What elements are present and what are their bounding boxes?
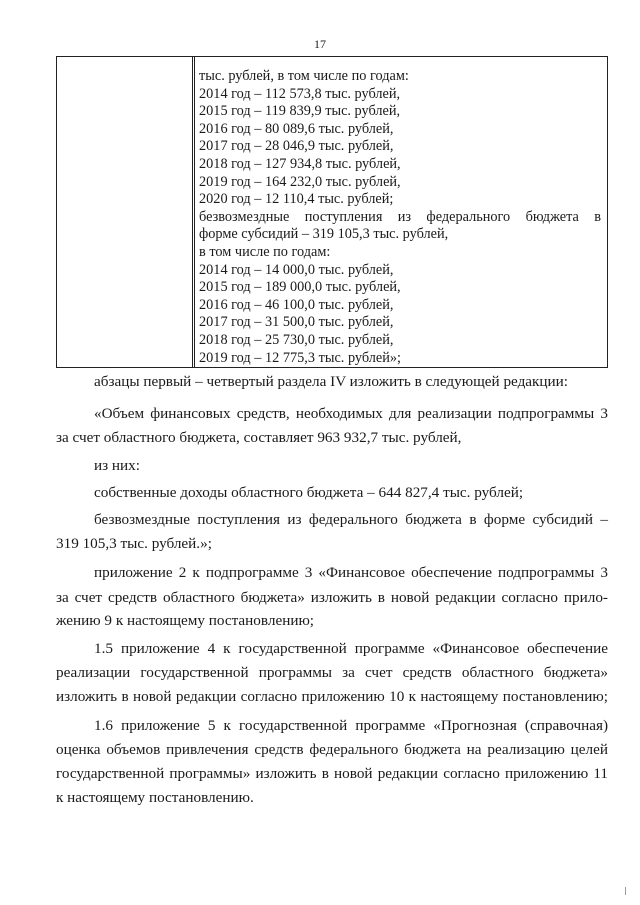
paragraph-line: 319 105,3 тыс. рублей.»; [56,535,212,552]
paragraph-line: из них: [94,457,140,474]
paragraph-line: 1.5 приложение 4 к государственной программе «Финансовое обеспечение [94,640,608,657]
document-body [56,0,608,905]
table-line: в том числе по годам: [199,243,331,260]
table-line: 2015 год – 119 839,9 тыс. рублей, [199,103,401,120]
table-line: 2016 год – 80 089,6 тыс. рублей, [199,120,394,137]
table-line: 2014 год – 112 573,8 тыс. рублей, [199,85,401,102]
paragraph-line: оценка объемов привлечения средств федерального бюджета на реализацию целей [56,741,608,758]
table-line: безвозмездные поступления из федерального бюджета в [199,208,601,225]
table-line: 2019 год – 12 775,3 тыс. рублей»; [199,349,402,366]
paragraph-line: приложение 2 к подпрограмме 3 «Финансовое обеспечение подпрограммы 3 [94,564,608,581]
table-line: 2020 год – 12 110,4 тыс. рублей; [199,191,394,208]
paragraph-line: собственные доходы областного бюджета – 644 827,4 тыс. рублей; [94,484,524,501]
paragraph-line: государственной программы» изложить в новой редакции согласно приложению 11 [56,765,608,782]
page-number: 17 [314,37,326,51]
paragraph-line: реализации государственной программы за счет средств областного бюджета» [56,664,608,681]
table-line: 2017 год – 28 046,9 тыс. рублей, [199,138,394,155]
paragraph-line: за счет областного бюджета, составляет 963 932,7 тыс. рублей, [56,429,462,446]
table-line: 2019 год – 164 232,0 тыс. рублей, [199,173,401,190]
table-line: 2018 год – 25 730,0 тыс. рублей, [199,331,394,348]
paragraph-line: 1.6 приложение 5 к государственной программе «Прогнозная (справочная) [94,717,608,734]
table-line: тыс. рублей, в том числе по годам: [199,68,409,84]
table-line: 2014 год – 14 000,0 тыс. рублей, [199,261,394,278]
paragraph-line: изложить в новой редакции согласно приложению 10 к настоящему постановлению; [56,688,608,705]
paragraph-line: абзацы первый – четвертый раздела IV изложить в следующей редакции: [94,373,569,390]
table-line: 2018 год – 127 934,8 тыс. рублей, [199,155,401,172]
scan-mark [625,887,626,895]
paragraph-line: к настоящему постановлению. [56,789,254,806]
paragraph-line: за счет средств областного бюджета» изложить в новой редакции согласно прило- [56,589,608,606]
table-line: 2017 год – 31 500,0 тыс. рублей, [199,314,394,331]
paragraph-line: безвозмездные поступления из федерального бюджета в форме субсидий – [94,511,608,528]
table-line: форме субсидий – 319 105,3 тыс. рублей, [199,226,449,243]
paragraph-line: жению 9 к настоящему постановлению; [56,612,315,629]
table-line: 2016 год – 46 100,0 тыс. рублей, [199,296,394,313]
table-line: 2015 год – 189 000,0 тыс. рублей, [199,279,401,296]
paragraph-line: «Объем финансовых средств, необходимых для реализации подпрограммы 3 [94,405,608,422]
